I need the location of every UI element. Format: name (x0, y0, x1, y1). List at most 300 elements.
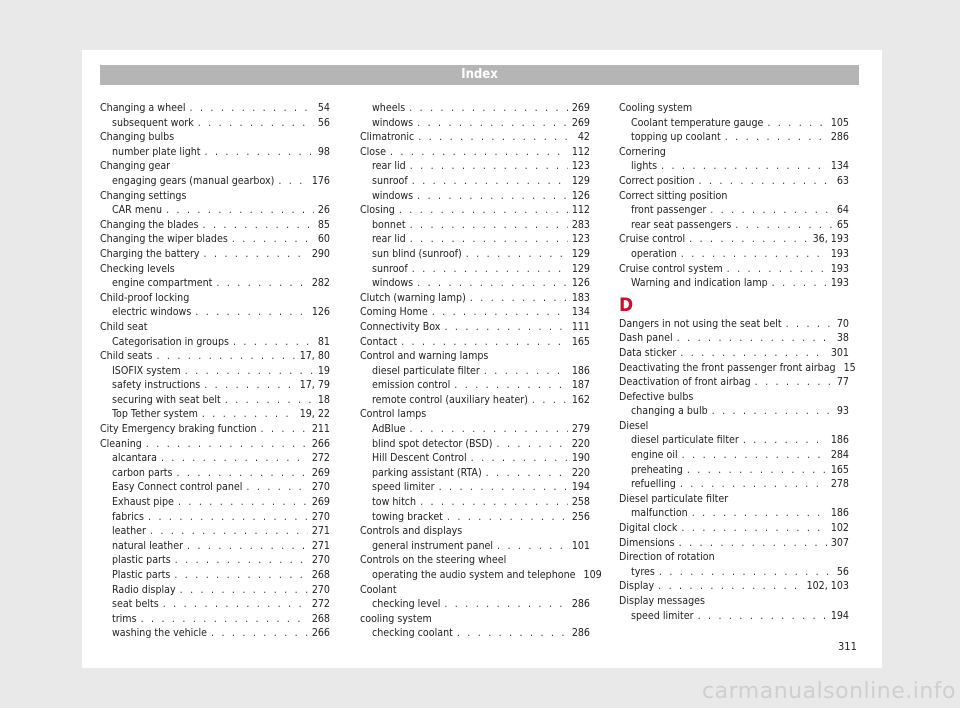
index-leader-dots (767, 116, 826, 131)
index-subentry (100, 393, 330, 408)
index-heading: Child-proof locking (100, 291, 190, 304)
index-leader-dots (180, 583, 308, 598)
index-entry (619, 232, 849, 247)
index-entry-text: bonnet (372, 218, 406, 231)
index-entry-text: windows (372, 189, 414, 202)
index-entry-text: general instrument panel (372, 539, 494, 552)
index-leader-dots (246, 480, 307, 495)
index-leader-dots (261, 422, 308, 437)
index-leader-dots (187, 539, 308, 554)
index-leader-dots (682, 448, 827, 463)
index-subentry (360, 626, 590, 641)
index-leader-dots (150, 524, 308, 539)
index-heading: Diesel particulate filter (619, 492, 729, 505)
index-leader-dots (278, 174, 307, 189)
index-leader-dots (687, 463, 827, 478)
index-leader-dots (677, 331, 833, 346)
index-entry-text: Child seats (100, 350, 153, 363)
index-subentry (100, 510, 330, 525)
index-entry-text: tow hitch (372, 496, 417, 509)
index-subentry (360, 466, 590, 481)
index-leader-dots (432, 305, 568, 320)
index-subentry (360, 159, 590, 174)
index-page-ref: 54 (317, 102, 330, 114)
index-entry-text: Deactivating the front passenger front airbag (619, 361, 836, 374)
index-entry-text: carbon parts (112, 466, 173, 479)
index-leader-dots (216, 276, 307, 291)
index-subentry (360, 568, 602, 583)
index-page-ref: 282 (311, 277, 330, 290)
index-page-ref: 220 (571, 466, 590, 479)
index-leader-dots (681, 247, 827, 262)
index-subentry (360, 451, 590, 466)
index-page-ref: 162 (571, 393, 590, 406)
index-entry-text: Cruise control system (619, 262, 723, 275)
index-entry-text: operation (631, 247, 677, 260)
index-leader-dots (409, 101, 568, 116)
index-entry-text: Correct position (619, 174, 695, 187)
index-page-ref: 194 (830, 609, 849, 622)
index-leader-dots (161, 451, 308, 466)
index-subentry (360, 232, 590, 247)
index-page-ref: 112 (571, 145, 590, 158)
index-page-ref: 85 (317, 218, 330, 231)
index-entry-text: diesel particulate filter (631, 434, 739, 447)
index-page-ref: 63 (836, 174, 849, 187)
index-leader-dots (444, 597, 567, 612)
index-leader-dots (710, 203, 833, 218)
index-entry-text: number plate light (112, 145, 201, 158)
index-entry-text: CAR menu (112, 204, 163, 217)
index-page-ref: 272 (311, 452, 330, 465)
index-leader-dots (470, 291, 568, 306)
index-subentry (360, 116, 590, 131)
index-page-ref: 186 (571, 364, 590, 377)
index-page-ref: 19, 22 (299, 408, 330, 421)
index-entry (619, 346, 849, 361)
index-entry-text: leather (112, 525, 146, 538)
index-page-ref: 283 (571, 218, 590, 231)
index-entry-text: natural leather (112, 539, 184, 552)
index-leader-dots (417, 276, 568, 291)
index-page-ref: 186 (830, 434, 849, 447)
index-subentry (619, 477, 849, 492)
index-subentry (360, 437, 590, 452)
index-subentry (100, 466, 330, 481)
index-subentry (619, 130, 849, 145)
index-entry-text: checking coolant (372, 627, 453, 640)
index-leader-dots (156, 349, 295, 364)
index-page-ref: 266 (311, 627, 330, 640)
index-section-letter: D (619, 293, 634, 316)
index-subentry (360, 218, 590, 233)
index-page-ref: 129 (571, 247, 590, 260)
index-leader-dots (410, 232, 568, 247)
index-entry-text: blind spot detector (BSD) (372, 437, 493, 450)
index-page-ref: 129 (571, 262, 590, 275)
index-subentry (360, 101, 590, 116)
index-entry-text: rear seat passengers (631, 218, 732, 231)
index-leader-dots (412, 174, 568, 189)
index-leader-dots (698, 609, 827, 624)
index-leader-dots (163, 597, 308, 612)
index-leader-dots (786, 317, 833, 332)
index-page-ref: 269 (571, 116, 590, 129)
index-entry (360, 291, 590, 306)
index-page-ref: 269 (571, 102, 590, 114)
index-page-ref: 105 (830, 116, 849, 129)
index-entry (619, 317, 849, 332)
index-entry-text: remote control (auxiliary heater) (372, 393, 528, 406)
index-entry-text: Exhaust pipe (112, 496, 174, 509)
index-subentry (100, 553, 330, 568)
index-entry (100, 422, 330, 437)
index-leader-dots (484, 364, 568, 379)
index-leader-dots (497, 539, 568, 554)
index-entry-text: Contact (360, 335, 398, 348)
index-page-ref: 102 (830, 522, 849, 535)
index-subentry (360, 597, 590, 612)
index-page-ref: 109 (583, 569, 602, 581)
index-page-ref: 102, 103 (806, 580, 849, 593)
index-leader-dots (699, 174, 833, 189)
index-entry (100, 437, 330, 452)
index-entry (360, 305, 590, 320)
index-heading: Controls and displays (360, 525, 463, 538)
index-entry (619, 174, 849, 189)
index-page-ref: 98 (317, 145, 330, 158)
index-page-ref: 284 (830, 449, 849, 462)
index-entry-text: Coming Home (360, 306, 428, 319)
index-leader-dots (233, 335, 314, 350)
index-leader-dots (417, 116, 568, 131)
index-entry-text: parking assistant (RTA) (372, 466, 482, 479)
index-entry-text: emission control (372, 379, 451, 392)
index-subentry (360, 364, 590, 379)
index-leader-dots (679, 536, 827, 551)
index-subentry (100, 568, 330, 583)
index-entry (619, 262, 849, 277)
index-subentry (619, 203, 849, 218)
index-leader-dots (202, 407, 296, 422)
index-subentry (360, 422, 590, 437)
index-entry-text: Coolant temperature gauge (631, 116, 764, 129)
index-page-ref: 193 (830, 277, 849, 290)
watermark: carmanualsonline.info (702, 679, 956, 704)
index-page-ref: 81 (317, 335, 330, 348)
index-entry-text: seat belts (112, 598, 159, 611)
index-entry-text: Easy Connect control panel (112, 481, 243, 494)
index-page-ref: 134 (830, 160, 849, 173)
index-entry-text: speed limiter (631, 609, 694, 622)
index-leader-dots (146, 437, 308, 452)
index-entry-text: Digital clock (619, 522, 678, 535)
index-entry-text: windows (372, 116, 414, 129)
index-leader-dots (743, 433, 827, 448)
index-leader-dots (195, 305, 307, 320)
index-page-ref: 19 (317, 364, 330, 377)
index-entry-text: preheating (631, 463, 683, 476)
index-page-ref: 56 (317, 116, 330, 129)
index-entry (360, 145, 590, 160)
index-leader-dots (471, 451, 568, 466)
index-page-ref: 307 (830, 536, 849, 549)
index-entry-text: sunroof (372, 262, 408, 275)
index-subentry (360, 378, 590, 393)
index-leader-dots (204, 247, 308, 262)
index-page-ref: 270 (311, 554, 330, 567)
index-entry-text: checking level (372, 598, 441, 611)
index-leader-dots (401, 335, 568, 350)
index-entry-text: washing the vehicle (112, 627, 208, 640)
index-entry-text: plastic parts (112, 554, 171, 567)
index-entry-text: Display (619, 580, 655, 593)
index-subentry (360, 539, 590, 554)
index-heading: Changing bulbs (100, 131, 175, 144)
index-heading: Cornering (619, 145, 666, 158)
index-entry (360, 320, 590, 335)
index-leader-dots (166, 203, 314, 218)
index-leader-dots (232, 232, 314, 247)
index-page-ref: 134 (571, 306, 590, 319)
index-page-ref: 123 (571, 160, 590, 173)
index-heading: Cooling system (619, 102, 693, 114)
index-page-ref: 270 (311, 510, 330, 523)
index-heading: Correct sitting position (619, 189, 728, 202)
index-leader-dots (447, 510, 568, 525)
index-subentry (360, 247, 590, 262)
index-entry-text: sunroof (372, 174, 408, 187)
index-entry-text: windows (372, 277, 414, 290)
index-column-2 (360, 101, 602, 641)
index-heading: Changing settings (100, 189, 187, 202)
index-page-ref: 70 (836, 317, 849, 330)
index-heading: Control lamps (360, 408, 427, 421)
index-entry-text: Deactivation of front airbag (619, 376, 751, 389)
index-leader-dots (439, 480, 568, 495)
index-entry-text: trims (112, 612, 137, 625)
index-leader-dots (204, 378, 295, 393)
index-leader-dots (412, 262, 568, 277)
index-leader-dots (735, 218, 833, 233)
index-page-ref: 129 (571, 174, 590, 187)
index-leader-dots (661, 159, 827, 174)
index-heading: Child seat (100, 320, 148, 333)
index-heading: Diesel (619, 419, 649, 432)
index-subentry (100, 116, 330, 131)
index-heading: Display messages (619, 595, 705, 607)
index-subentry (360, 480, 590, 495)
index-page-ref: 268 (311, 612, 330, 625)
index-entry (360, 335, 590, 350)
index-entry (619, 361, 856, 376)
index-page-ref: 186 (830, 507, 849, 520)
index-entry-text: Changing a wheel (100, 102, 186, 114)
index-entry-text: Dangers in not using the seat belt (619, 317, 782, 330)
index-entry-text: diesel particulate filter (372, 364, 480, 377)
index-page-ref: 286 (830, 131, 849, 144)
index-entry-text: Connectivity Box (360, 320, 441, 333)
index-page-ref: 271 (311, 525, 330, 538)
index-entry-text: malfunction (631, 507, 688, 520)
index-subentry (360, 174, 590, 189)
index-page-ref: 15 (843, 361, 856, 374)
index-page-ref: 256 (571, 510, 590, 523)
index-entry-text: Dash panel (619, 332, 673, 345)
index-entry-text: operating the audio system and telephone (372, 569, 576, 581)
index-page-ref: 17, 79 (299, 379, 330, 392)
index-heading: Control and warning lamps (360, 350, 489, 363)
index-page-ref: 269 (311, 466, 330, 479)
index-entry-text: wheels (372, 102, 406, 114)
index-page-ref: 301 (830, 346, 849, 359)
index-entry-text: tyres (631, 565, 655, 578)
index-entry (619, 579, 849, 594)
index-heading: Controls on the steering wheel (360, 554, 507, 567)
index-leader-dots (225, 393, 314, 408)
index-subentry (100, 203, 330, 218)
index-leader-dots (692, 506, 827, 521)
index-subentry (100, 612, 330, 627)
index-subentry (100, 378, 330, 393)
index-page-ref: 211 (311, 423, 330, 436)
index-subentry (100, 451, 330, 466)
index-entry-text: Cleaning (100, 437, 142, 450)
index-subentry (619, 116, 849, 131)
index-subentry (360, 495, 590, 510)
index-entry-text: Cruise control (619, 233, 686, 246)
index-subentry (619, 247, 849, 262)
index-entry-text: AdBlue (372, 423, 406, 436)
index-subentry (619, 433, 849, 448)
index-entry-text: Top Tether system (112, 408, 198, 421)
index-leader-dots (185, 364, 314, 379)
index-page-ref: 60 (317, 233, 330, 246)
index-heading: Changing gear (100, 160, 171, 173)
index-leader-dots (727, 262, 827, 277)
index-subentry (619, 565, 849, 580)
index-page-ref: 112 (571, 204, 590, 217)
index-entry-text: rear lid (372, 233, 406, 246)
index-entry (100, 232, 330, 247)
index-subentry (100, 145, 330, 160)
index-leader-dots (486, 466, 568, 481)
index-leader-dots (681, 521, 826, 536)
index-entry-text: rear lid (372, 160, 406, 173)
index-entry-text: Clutch (warning lamp) (360, 291, 466, 304)
index-entry-text: Changing the blades (100, 218, 199, 231)
index-leader-dots (497, 437, 568, 452)
index-subentry (100, 480, 330, 495)
index-subentry (619, 218, 849, 233)
index-leader-dots (399, 203, 568, 218)
index-leader-dots (658, 579, 802, 594)
index-leader-dots (141, 612, 308, 627)
index-entry-text: changing a bulb (631, 405, 708, 418)
index-entry-text: Close (360, 145, 386, 158)
index-page-ref: 36, 193 (812, 233, 849, 246)
index-entry-text: subsequent work (112, 116, 194, 129)
index-entry-text: Plastic parts (112, 569, 171, 581)
index-leader-dots (148, 510, 308, 525)
index-leader-dots (417, 189, 568, 204)
index-entry-text: Closing (360, 204, 395, 217)
index-subentry (619, 276, 849, 291)
index-subentry (100, 626, 330, 641)
index-entry-text: Hill Descent Control (372, 452, 467, 465)
index-entry-text: front passenger (631, 204, 707, 217)
index-entry (619, 521, 849, 536)
page-header: Index (100, 65, 859, 85)
index-leader-dots (532, 393, 568, 408)
index-page-ref: 183 (571, 291, 590, 304)
index-subentry (619, 609, 849, 624)
index-page-ref: 93 (836, 405, 849, 418)
index-page-ref: 268 (311, 569, 330, 581)
index-entry-text: City Emergency braking function (100, 423, 257, 436)
index-page-ref: 272 (311, 598, 330, 611)
index-page-ref: 56 (836, 565, 849, 578)
index-leader-dots (410, 218, 568, 233)
index-page-ref: 193 (830, 262, 849, 275)
index-subentry (619, 506, 849, 521)
index-entry-text: fabrics (112, 510, 145, 523)
index-leader-dots (457, 626, 568, 641)
index-page-ref: 111 (571, 320, 590, 333)
index-page-ref: 176 (311, 174, 330, 187)
index-leader-dots (680, 477, 827, 492)
index-leader-dots (420, 495, 568, 510)
index-heading: Coolant (360, 583, 397, 596)
index-subentry (100, 407, 330, 422)
index-leader-dots (205, 145, 314, 160)
index-leader-dots (409, 422, 567, 437)
index-page-ref: 258 (571, 496, 590, 509)
index-leader-dots (772, 276, 827, 291)
index-page-ref: 194 (571, 481, 590, 494)
index-entry (100, 247, 330, 262)
index-entry-text: ISOFIX system (112, 364, 181, 377)
index-entry-text: Radio display (112, 583, 176, 596)
index-subentry (619, 463, 849, 478)
index-leader-dots (211, 626, 308, 641)
index-entry-text: towing bracket (372, 510, 443, 523)
index-entry-text: Climatronic (360, 131, 415, 144)
index-entry (100, 349, 330, 364)
index-leader-dots (203, 218, 314, 233)
index-entry-text: engaging gears (manual gearbox) (112, 174, 275, 187)
index-page-ref: 77 (836, 376, 849, 389)
index-page-ref: 38 (836, 332, 849, 345)
index-subentry (360, 393, 590, 408)
index-entry-text: sun blind (sunroof) (372, 247, 462, 260)
index-leader-dots (174, 568, 307, 583)
index-subentry (100, 524, 330, 539)
index-leader-dots (190, 101, 314, 116)
index-subentry (100, 539, 330, 554)
index-subentry (619, 448, 849, 463)
index-page-ref: 26 (317, 204, 330, 217)
index-page-ref: 286 (571, 598, 590, 611)
index-page-ref: 187 (571, 379, 590, 392)
index-leader-dots (444, 320, 567, 335)
index-page-ref: 17, 80 (299, 350, 330, 363)
index-page-ref: 271 (311, 539, 330, 552)
index-heading: Defective bulbs (619, 390, 694, 403)
index-subentry (619, 159, 849, 174)
index-page-ref: 126 (311, 306, 330, 319)
index-page-ref: 18 (317, 393, 330, 406)
